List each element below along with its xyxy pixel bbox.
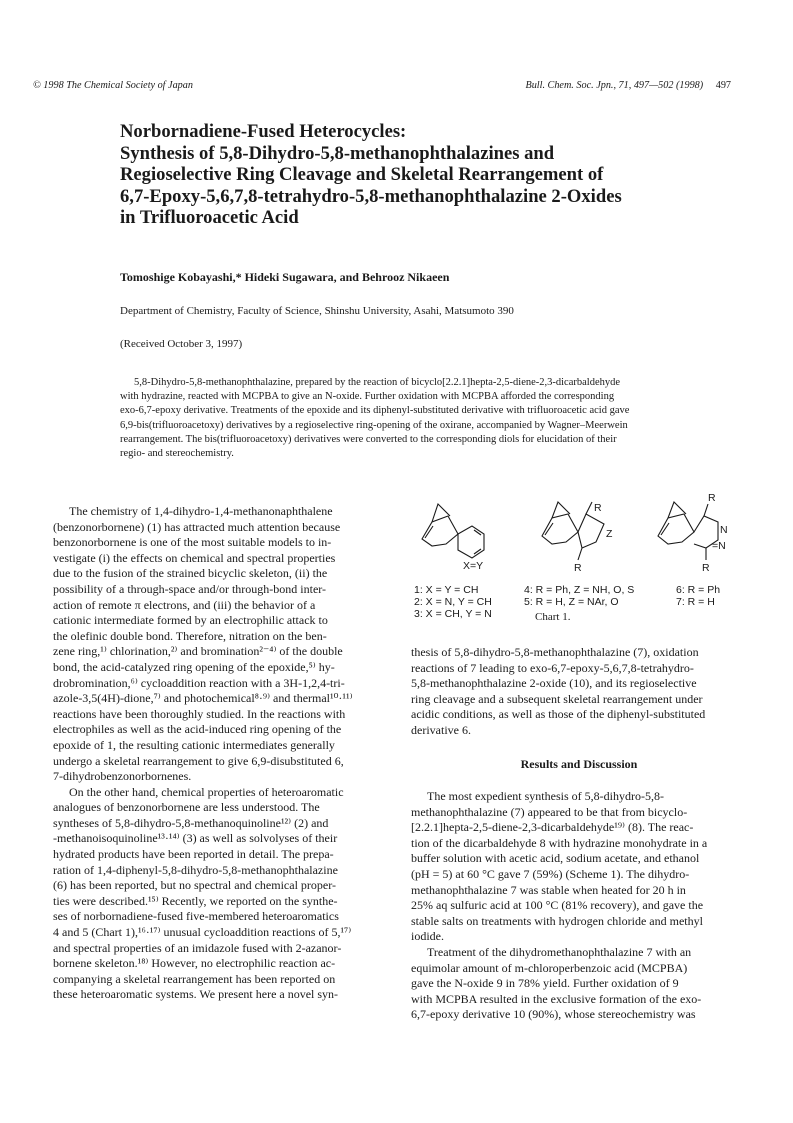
text-line: derivative 6. <box>411 722 471 737</box>
text-line: 4 and 5 (Chart 1),¹⁶·¹⁷⁾ unusual cycloaddition reactions of 5,¹⁷⁾ <box>53 925 352 940</box>
text-line: 6,7-epoxy derivative 10 (90%), whose stereochemistry was <box>411 1007 696 1022</box>
text-line: (pH = 5) at 60 °C gave 7 (59%) (Scheme 1). The dihydro- <box>411 866 690 881</box>
text-line: due to the fusion of the strained bicyclic skeleton, (ii) the <box>53 566 328 581</box>
text-line: iodide. <box>411 929 444 944</box>
text-line: companying a skeletal rearrangement has been reported on <box>53 971 336 986</box>
title-line: Regioselective Ring Cleavage and Skeletal Rearrangement of <box>120 164 604 185</box>
text-line: gave the N-oxide 9 in 78% yield. Further oxidation of 9 <box>411 976 679 991</box>
legend-6: 6: R = Ph <box>676 584 721 596</box>
norbornene-frame-c <box>658 514 694 544</box>
text-line: ration of 1,4-diphenyl-5,8-dihydro-5,8-methanophthalazine <box>53 862 338 877</box>
text-line: benzonorbornene is one of the most suitable models to in- <box>53 535 332 550</box>
text-line: 5,8-methanophthalazine 2-oxide (10), and its regioselective <box>411 676 697 691</box>
text-line: reactions have been thoroughly studied. In the reactions with <box>53 706 346 721</box>
received-date: (Received October 3, 1997) <box>120 338 243 350</box>
citation-text: Bull. Chem. Soc. Jpn., 71, 497—502 (1998) <box>525 80 704 91</box>
text-line: vestigate (i) the effects on chemical and spectral properties <box>53 550 336 565</box>
body-right-column-bottom <box>411 789 747 1023</box>
text-line: with MCPBA resulted in the exclusive formation of the exo- <box>411 991 702 1006</box>
five-ring-b <box>578 514 604 548</box>
text-line: methanophthalazine (7) appeared to be that from bicyclo- <box>411 804 688 819</box>
text-line: (6) has been reported, but no spectral and chemical proper- <box>53 878 336 893</box>
abstract-line: regio- and stereochemistry. <box>120 448 234 460</box>
substituents-b <box>578 502 592 560</box>
abstract <box>120 376 722 461</box>
label-xy: X=Y <box>463 560 484 572</box>
text-line: The chemistry of 1,4-dihydro-1,4-methanonaphthalene <box>69 504 333 518</box>
text-line: cationic intermediate formed by an electrophilic attack to <box>53 613 328 628</box>
legend-1: 1: X = Y = CH <box>414 584 479 596</box>
text-line: ses of norbornadiene-fused five-membered heteroaromatics <box>53 909 339 924</box>
abstract-line: 6,9-bis(trifluoroacetoxy) derivatives by a regioselective ring-opening of the oxirane, accompanied by Wagner–Meerwein <box>120 419 628 431</box>
text-line: epoxide of 1, the resulting cationic intermediates generally <box>53 737 335 752</box>
affiliation: Department of Chemistry, Faculty of Science, Shinshu University, Asahi, Matsumoto 390 <box>120 305 514 317</box>
text-line: and spectral properties of an imidazole fused with 2-azanor- <box>53 940 342 955</box>
title-line: 6,7-Epoxy-5,6,7,8-tetrahydro-5,8-methanophthalazine 2-Oxides <box>120 185 622 207</box>
abstract-line: exo-6,7-epoxy derivative. Treatments of the epoxide and its diphenyl-substituted derivative with trifluoroacetic acid gave <box>120 405 630 417</box>
text-line: tion of the dicarbaldehyde 8 with hydrazine monohydrate in a <box>411 835 708 850</box>
label-r-bottom-c: R <box>702 562 710 574</box>
label-r-bottom-b: R <box>574 562 582 574</box>
text-line: analogues of benzonorbornene are less understood. The <box>53 800 320 815</box>
norbornene-frame-b <box>542 514 578 544</box>
title-line: Norbornadiene-Fused Heterocycles: <box>120 121 407 142</box>
text-line: ties were described.¹⁵⁾ Recently, we reported on the synthe- <box>53 893 338 908</box>
text-line: zene ring,¹⁾ chlorination,²⁾ and bromination²⁻⁴⁾ of the double <box>53 644 343 659</box>
abstract-line: with hydrazine, reacted with MCPBA to give an N-oxide. Further oxidation with MCPBA afforded the corresponding <box>120 391 615 403</box>
text-line: hydrated products have been reported in detail. The prepa- <box>53 847 334 862</box>
chart-1-structures <box>408 494 738 634</box>
text-line: syntheses of 5,8-dihydro-5,8-methanoquinoline¹²⁾ (2) and <box>53 815 329 830</box>
text-line: action of remote π electrons, and (iii) the behavior of a <box>53 597 316 612</box>
text-line: reactions of 7 leading to exo-6,7-epoxy-5,6,7,8-tetrahydro- <box>411 660 694 675</box>
text-line: buffer solution with acetic acid, sodium acetate, and ethanol <box>411 851 700 866</box>
text-line: the olefinic double bond. Therefore, nitration on the ben- <box>53 628 327 643</box>
text-line: these heteroaromatic systems. We present here a novel syn- <box>53 987 339 1002</box>
text-line: acidic conditions, as well as those of the diphenyl-substituted <box>411 707 706 722</box>
body-left-column <box>53 504 389 1003</box>
text-line: electrophiles as well as the acid-induced ring opening of the <box>53 722 342 737</box>
article-title <box>120 121 680 229</box>
page-number: 497 <box>715 80 731 91</box>
label-r-top-c: R <box>708 492 716 504</box>
bridge-a <box>432 504 450 522</box>
text-line: possibility of a through-space and/or through-bond inter- <box>53 581 327 596</box>
label-r-top-b: R <box>594 502 602 514</box>
section-heading: Results and Discussion <box>520 757 638 771</box>
legend-7: 7: R = H <box>676 596 715 608</box>
substituents-c <box>704 504 708 560</box>
text-line: undergo a skeletal rearrangement to give 6,9-disubstituted 6, <box>53 753 344 768</box>
journal-citation <box>525 80 731 91</box>
text-line: stable salts on treatments with hydrogen chloride and methyl <box>411 913 703 928</box>
abstract-line: 5,8-Dihydro-5,8-methanophthalazine, prepared by the reaction of bicyclo[2.2.1]hepta-2,5-diene-2,3-dicarbaldehyde <box>134 377 621 388</box>
norbornene-frame-a <box>422 516 458 546</box>
text-line: bornene skeleton.¹⁸⁾ However, no electrophilic reaction ac- <box>53 956 336 971</box>
title-line: in Trifluoroacetic Acid <box>120 207 299 228</box>
label-n: N <box>720 524 728 536</box>
text-line: [2.2.1]hepta-2,5-diene-2,3-dicarbaldehyde¹⁹⁾ (8). The reac- <box>411 820 694 835</box>
text-line: -methanoisoquinoline¹³·¹⁴⁾ (3) as well as solvolyses of their <box>53 831 338 846</box>
body-right-column-top <box>411 645 747 739</box>
text-line: (benzonorbornene) (1) has attracted much attention because <box>53 519 341 534</box>
legend-3: 3: X = CH, Y = N <box>414 608 492 620</box>
text-line: bond, the acid-catalyzed ring opening of the epoxide,⁵⁾ hy- <box>53 659 335 674</box>
legend-4: 4: R = Ph, Z = NH, O, S <box>524 584 635 596</box>
text-line: Treatment of the dihydromethanophthalazine 7 with an <box>427 944 692 959</box>
text-line: The most expedient synthesis of 5,8-dihydro-5,8- <box>427 789 664 803</box>
legend-5: 5: R = H, Z = NAr, O <box>524 596 619 608</box>
ring-bonds-a <box>474 530 481 554</box>
aromatic-ring-a <box>458 526 484 558</box>
text-line: ring cleavage and a subsequent skeletal rearrangement under <box>411 691 703 706</box>
text-line: 7-dihydrobenzonorbornenes. <box>53 769 192 784</box>
label-eq-n: =N <box>712 540 726 552</box>
text-line: On the other hand, chemical properties of heteroaromatic <box>69 784 344 799</box>
text-line: 25% aq sulfuric acid at 100 °C (81% recovery), and gave the <box>411 898 704 913</box>
label-z: Z <box>606 528 613 540</box>
legend-2: 2: X = N, Y = CH <box>414 596 492 608</box>
text-line: equimolar amount of m-chloroperbenzoic acid (MCPBA) <box>411 960 688 975</box>
text-line: thesis of 5,8-dihydro-5,8-methanophthalazine (7), oxidation <box>411 645 699 659</box>
text-line: drobromination,⁶⁾ cycloaddition reaction with a 3H-1,2,4-tri- <box>53 675 345 690</box>
authors: Tomoshige Kobayashi,* Hideki Sugawara, and Behrooz Nikaeen <box>120 270 450 284</box>
text-line: methanophthalazine 7 was stable when heated for 20 h in <box>411 882 686 897</box>
abstract-line: rearrangement. The bis(trifluoroacetoxy) derivatives were converted to the corresponding diols for elucidation of their <box>120 433 617 445</box>
title-line: Synthesis of 5,8-Dihydro-5,8-methanophthalazines and <box>120 142 555 164</box>
text-line: azole-3,5(4H)-dione,⁷⁾ and photochemical⁸·⁹⁾ and thermal¹⁰·¹¹⁾ <box>53 691 353 706</box>
journal-copyright: © 1998 The Chemical Society of Japan <box>33 80 193 91</box>
chart-caption: Chart 1. <box>535 611 571 623</box>
